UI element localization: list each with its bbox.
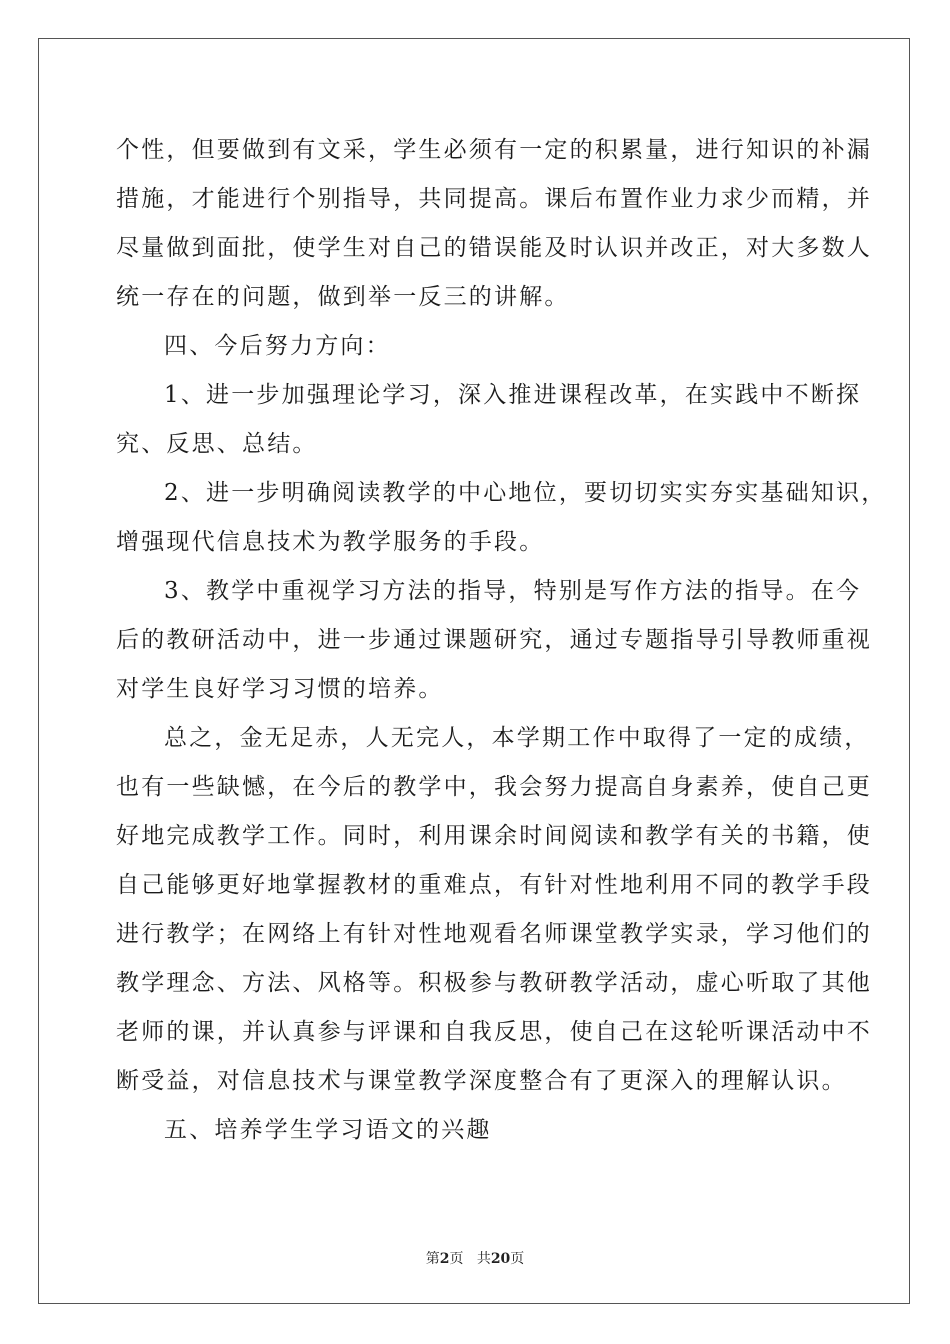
page-footer: [0, 1248, 950, 1268]
page-number: 2: [439, 1251, 450, 1267]
text-line: 措施，才能进行个别指导，共同提高。课后布置作业力求少而精，并: [116, 186, 872, 212]
text-line: 也有一些缺憾，在今后的教学中，我会努力提高自身素养，使自己更: [116, 774, 872, 800]
text-line: 进行教学；在网络上有针对性地观看名师课堂教学实录，学习他们的: [116, 921, 872, 947]
page-suffix: 页: [449, 1251, 464, 1267]
text-line: 总之，金无足赤，人无完人，本学期工作中取得了一定的成绩，: [164, 725, 870, 751]
text-line: 教学理念、方法、风格等。积极参与教研教学活动，虚心听取了其他: [116, 970, 872, 996]
text-line: 1、进一步加强理论学习，深入推进课程改革，在实践中不断探: [164, 382, 862, 408]
text-line: 断受益，对信息技术与课堂教学深度整合有了更深入的理解认识。: [116, 1068, 847, 1094]
text-line: 2、进一步明确阅读教学的中心地位，要切切实实夯实基础知识，: [164, 480, 887, 506]
total-pages: 20: [490, 1251, 511, 1267]
text-line: 后的教研活动中，进一步通过课题研究，通过专题指导引导教师重视: [116, 627, 872, 653]
document-body: [116, 126, 887, 1155]
text-line: 五、培养学生学习语文的兴趣: [164, 1117, 492, 1143]
text-line: 自己能够更好地掌握教材的重难点，有针对性地利用不同的教学手段: [116, 872, 872, 898]
text-line: 好地完成教学工作。同时，利用课余时间阅读和教学有关的书籍，使: [116, 823, 872, 849]
total-suffix: 页: [510, 1251, 525, 1267]
text-line: 个性，但要做到有文采，学生必须有一定的积累量，进行知识的补漏: [116, 137, 872, 163]
total-prefix: 共: [476, 1251, 491, 1267]
text-line: 增强现代信息技术为教学服务的手段。: [116, 529, 545, 555]
text-line: 四、今后努力方向：: [164, 333, 391, 359]
text-line: 尽量做到面批，使学生对自己的错误能及时认识并改正，对大多数人: [116, 235, 872, 261]
text-line: 3、教学中重视学习方法的指导，特别是写作方法的指导。在今: [164, 578, 862, 604]
text-line: 统一存在的问题，做到举一反三的讲解。: [116, 284, 570, 310]
page-prefix: 第: [425, 1251, 440, 1267]
text-line: 老师的课，并认真参与评课和自我反思，使自己在这轮听课活动中不: [116, 1019, 872, 1045]
text-line: 究、反思、总结。: [116, 431, 318, 457]
text-line: 对学生良好学习习惯的培养。: [116, 676, 444, 702]
